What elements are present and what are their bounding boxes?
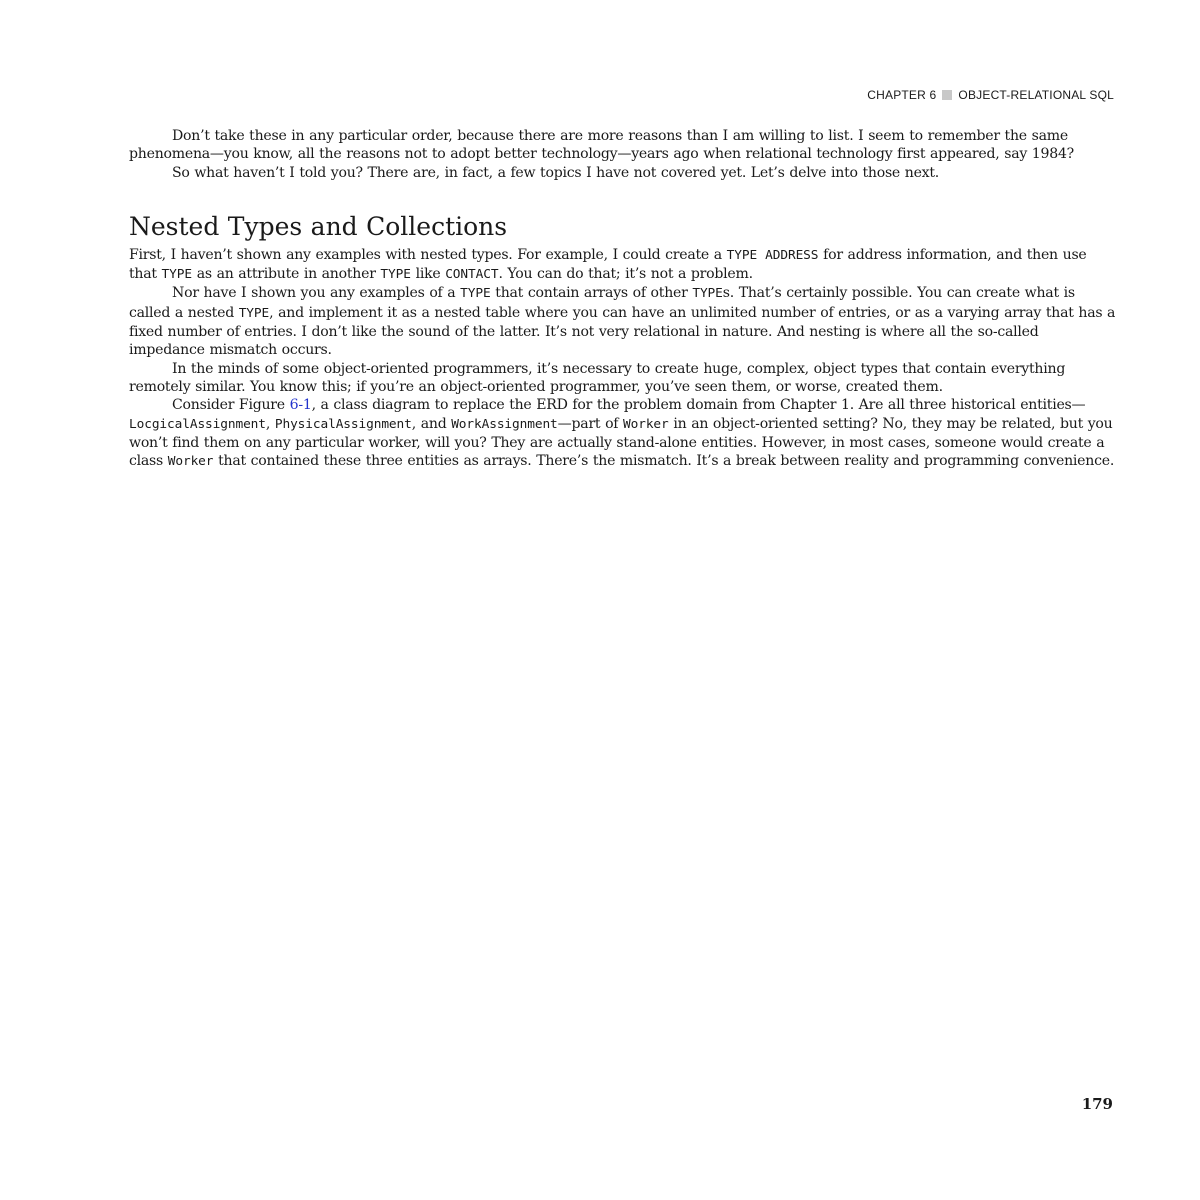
section-paragraph-3: In the minds of some object-oriented programmers, it’s necessary to create huge, complex, object types that contain everything remotely similar. You know this; if you’re an object-oriented programmer, you’ve seen them, or worse, created them. xyxy=(129,360,1066,395)
code-type: TYPE xyxy=(238,305,270,321)
section-paragraph-1: First, I haven’t shown any examples with nested types. For example, I could create a TYPE ADDRESS for address information, and then use that TYPE as an attribute in another TYPE like CONTACT. You can do that; it’s not a problem. xyxy=(129,246,1087,283)
code-type: TYPE xyxy=(380,267,411,283)
figure-6-1-link[interactable]: 6-1 xyxy=(289,397,312,414)
section-heading: Nested Types and Collections xyxy=(129,211,508,241)
code-type: TYPE xyxy=(692,286,723,302)
running-header xyxy=(867,88,1114,102)
code-type-address: TYPE ADDRESS xyxy=(726,247,819,263)
section-title: OBJECT-RELATIONAL SQL xyxy=(958,88,1114,102)
code-locgical-assignment: LocgicalAssignment xyxy=(129,416,266,432)
section-paragraph-2: Nor have I shown you any examples of a TYPE that contain arrays of other TYPEs. That’s certainly possible. You can create what is called a nested TYPE, and implement it as a nested table where you can have an unlimited number of entries, or as a varying array that has a fixed number of entries. I don’t like the sound of the latter. It’s not very relational in nature. And nesting is where all the so-called impedance mismatch occurs. xyxy=(129,285,1116,359)
chapter-label: CHAPTER 6 xyxy=(867,88,937,102)
header-separator-square xyxy=(942,90,952,100)
section-paragraph-4: Consider Figure 6-1, a class diagram to replace the ERD for the problem domain from Chapter 1. Are all three historical entities—LocgicalAssignment, PhysicalAssignment, and WorkAssignment—part of Worker in an object-oriented setting? No, they may be related, but you won’t find them on any particular worker, will you? They are actually stand-alone entities. However, in most cases, someone would create a class Worker that contained these three entities as arrays. There’s the mismatch. It’s a break between reality and programming convenience. xyxy=(129,397,1115,470)
page-body xyxy=(129,127,1117,471)
intro-paragraph-1: Don’t take these in any particular order, because there are more reasons than I am willing to list. I seem to remember the same phenomena—you know, all the reasons not to adopt better technology—years ago when relational technology first appeared, say 1984? xyxy=(129,128,1074,163)
code-physical-assignment: PhysicalAssignment xyxy=(274,416,412,432)
intro-paragraph-2: So what haven’t I told you? There are, in fact, a few topics I have not covered yet. Let’s delve into those next. xyxy=(172,164,940,181)
code-worker: Worker xyxy=(623,416,669,432)
code-type: TYPE xyxy=(460,286,491,302)
code-type: TYPE xyxy=(161,267,192,283)
page-number: 179 xyxy=(1081,1095,1113,1113)
code-worker: Worker xyxy=(167,454,214,470)
code-contact: CONTACT xyxy=(445,267,499,283)
code-work-assignment: WorkAssignment xyxy=(451,416,558,432)
